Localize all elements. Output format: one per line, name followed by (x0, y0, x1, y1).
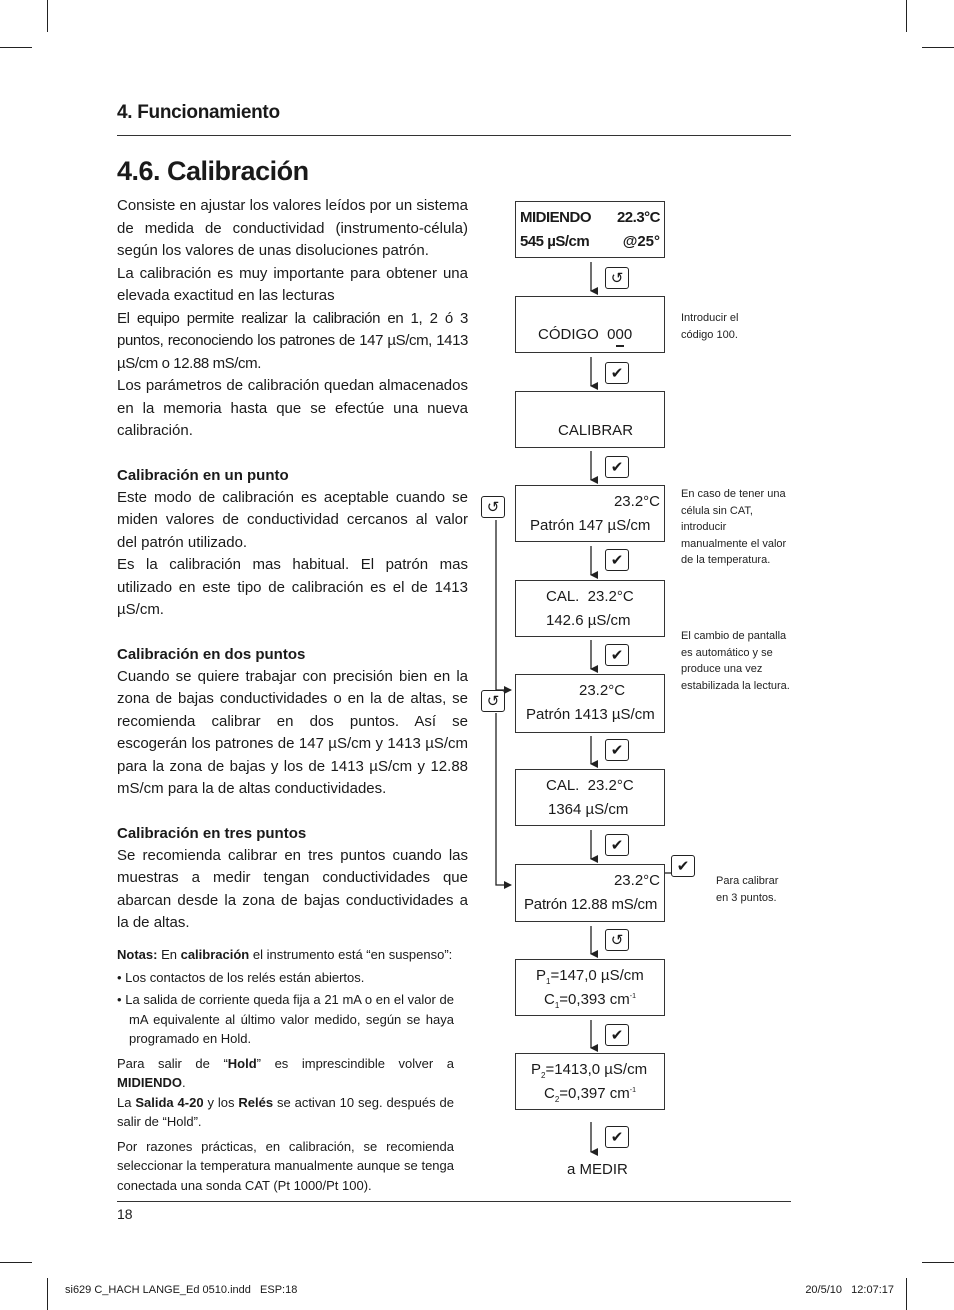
display-text: MIDIENDO (520, 209, 591, 226)
enter-key-icon: ✔ (605, 362, 629, 384)
display-text: 23.2°C (613, 872, 660, 889)
enter-key-icon: ✔ (605, 549, 629, 571)
bracket-line (496, 520, 511, 690)
display-text: $P_1=147,0$ µS/cm (536, 967, 644, 986)
display-text: 142.6 µS/cm (546, 612, 631, 629)
enter-key-icon: ✔ (605, 644, 629, 666)
display-result-p2 (515, 1053, 665, 1110)
display-text: 545 µS/cm (520, 233, 590, 250)
display-text: 22.3°C (616, 209, 660, 226)
notes-practical: Por razones prácticas, en calibración, se recomienda seleccionar la temperatura manualmente aunque se tenga conectada una sonda CAT (Pt 1000/Pt 100). (117, 1138, 454, 1193)
page-number: 18 (117, 1206, 133, 1222)
display-code (515, 296, 665, 353)
enter-key-icon: ✔ (671, 855, 695, 877)
escape-key-icon: ↺ (605, 929, 629, 951)
side-note-three-points: Para calibrar en 3 puntos. (716, 875, 779, 904)
bracket-line (496, 713, 511, 885)
display-text: 23.2°C (579, 682, 626, 699)
display-text: CAL. 23.2°C (546, 777, 634, 794)
side-note-temperature: En caso de tener una célula sin CAT, introducir manualmente el valor de la temperatura. (681, 488, 787, 566)
side-note-auto: El cambio de pantalla es automático y se produce una vez estabilizada la lectura. (681, 630, 790, 692)
intro-paragraph: Consiste en ajustar los valores leídos por un sistema de medida de conductividad (instrumento-célula) según los valores de unas disoluciones patrón. (117, 197, 469, 259)
display-text: $C_1=0,393$ $cm^{-1}$ (544, 991, 636, 1010)
enter-key-icon: ✔ (605, 456, 629, 478)
display-text: CALIBRAR (558, 422, 634, 439)
footer-rule (117, 1201, 791, 1202)
display-standard-1413 (515, 674, 665, 733)
enter-key-icon: ✔ (605, 739, 629, 761)
side-note-code: Introducir el código 100. (681, 312, 739, 341)
display-text: $P_2=1413,0$ µS/cm (531, 1061, 648, 1080)
display-standard-1288 (515, 864, 665, 922)
intro-paragraph: Los parámetros de calibración quedan almacenados en la memoria hasta que se efectúe una nueva calibración. (117, 377, 468, 439)
notes-hold: Para salir de “Hold” es imprescindible volver a MIDIENDO. La Salida 4-20 y los Relés se activan 10 seg. después de salir de “Hold”. (117, 1055, 454, 1129)
notes-label: Notas: (117, 947, 158, 962)
section-title: 4. Funcionamiento (117, 102, 280, 123)
paragraph: Este modo de calibración es aceptable cuando se miden valores de conductividad cercanos al valor del patrón utilizado. (117, 488, 468, 551)
escape-key-icon: ↺ (481, 690, 505, 712)
notes-bold: calibración (180, 947, 250, 962)
subheading-three-points: Calibración en tres puntos (117, 824, 307, 842)
escape-key-icon: ↺ (481, 496, 505, 518)
display-text: Patrón 1413 µS/cm (526, 706, 655, 723)
display-cal-147 (515, 580, 665, 637)
paragraph: Cuando se quiere trabajar con precisión bien en la zona de bajas conductividades o en la de altas, se recomienda calibrar en dos puntos. Así se escogerán los patrones de 147 µS/cm y 1413 µS/cm para la zona de bajas y los de 1413 µS/cm y 12.88 mS/cm para la de altas conductividades. (117, 667, 468, 797)
notes-text: el instrumento está “en suspenso”: (249, 947, 453, 962)
cursor-underline (616, 345, 624, 347)
intro-paragraph: El equipo permite realizar la calibración en 1, 2 ó 3 puntos, reconociendo los patrones de 147 µS/cm, 1413 µS/cm o 12.88 mS/cm. (117, 309, 468, 372)
enter-key-icon: ✔ (605, 834, 629, 856)
display-text: CÓDIGO 000 (538, 326, 633, 343)
page-title: 4.6. Calibración (117, 156, 309, 186)
display-text: 1364 µS/cm (548, 801, 629, 818)
slug-left: si629 C_HACH LANGE_Ed 0510.indd ESP:18 (65, 1284, 298, 1296)
notes-bullet: • La salida de corriente queda fija a 21 mA o en el valor de mA equivalente al último valor medido, según se haya programado en Hold. (117, 992, 454, 1046)
notes-text: En (161, 947, 181, 962)
display-cal-1413 (515, 769, 665, 826)
display-measuring (515, 201, 665, 258)
display-standard-147 (515, 485, 665, 542)
intro-paragraph: La calibración es muy importante para obtener una elevada exactitud en las lecturas (117, 264, 468, 304)
display-text: 23.2°C (613, 493, 660, 510)
display-text: CAL. 23.2°C (546, 588, 634, 605)
display-calibrate (515, 391, 665, 448)
end-label: a MEDIR (567, 1161, 628, 1178)
subheading-two-points: Calibración en dos puntos (117, 645, 306, 663)
paragraph: Se recomienda calibrar en tres puntos cuando las muestras a medir tengan conductividades que abarcan desde la zona de bajas conductividades a la de altas. (117, 846, 468, 931)
slug-right: 20/5/10 12:07:17 (805, 1284, 894, 1296)
display-text: Patrón 147 µS/cm (530, 517, 651, 534)
enter-key-icon: ✔ (605, 1126, 629, 1148)
display-text: @25° (622, 233, 660, 250)
display-text: Patrón 12.88 mS/cm (524, 896, 658, 913)
paragraph: Es la calibración mas habitual. El patrón mas utilizado en este tipo de calibración es el de 1413 µS/cm. (117, 556, 468, 618)
display-text: $C_2=0,397$ $cm^{-1}$ (544, 1085, 636, 1104)
subheading-one-point: Calibración en un punto (117, 466, 289, 484)
display-result-p1 (515, 959, 665, 1016)
enter-key-icon: ✔ (605, 1024, 629, 1046)
escape-key-icon: ↺ (605, 267, 629, 289)
notes-bullet: • Los contactos de los relés están abiertos. (117, 969, 365, 985)
